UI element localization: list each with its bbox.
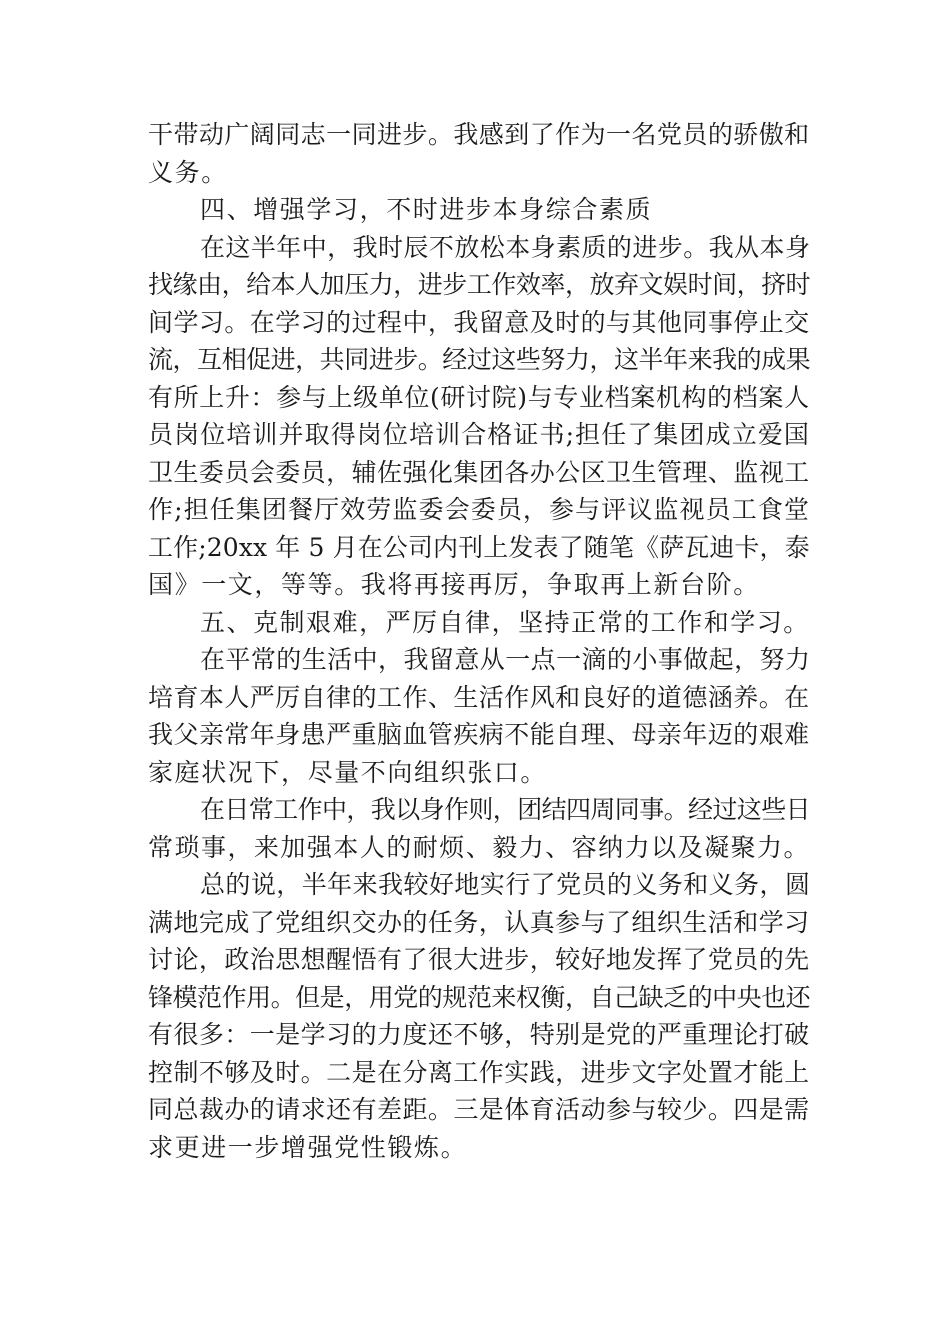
text-line: 间学习。在学习的过程中，我留意及时的与其他同事停止交 — [148, 307, 810, 337]
section-heading: 四、增强学习，不时进步本身综合素质 — [200, 195, 653, 224]
text-line: 有很多：一是学习的力度还不够，特别是党的严重理论打破 — [148, 1020, 810, 1049]
text-line: 流，互相促进，共同进步。经过这些努力，这半年来我的成果 — [148, 345, 811, 374]
text-line: 义务。 — [148, 157, 228, 187]
text-line: 在日常工作中，我以身作则，团结四周同事。经过这些日 — [200, 795, 811, 824]
text-line: 我父亲常年身患严重脑血管疾病不能自理、母亲年迈的艰难 — [148, 720, 810, 749]
text-line: 培育本人严厉自律的工作、生活作风和良好的道德涵养。在 — [148, 682, 810, 712]
text-line: 锋模范作用。但是，用党的规范来权衡，自己缺乏的中央也还 — [148, 982, 811, 1012]
text-line: 总的说，半年来我较好地实行了党员的义务和义务，圆 — [200, 870, 811, 899]
text-line: 同总裁办的请求还有差距。三是体育活动参与较少。四是需 — [148, 1095, 810, 1124]
text-line: 干带动广阔同志一同进步。我感到了作为一名党员的骄傲和 — [148, 120, 810, 149]
text-line: 工作;20xx 年 5 月在公司内刊上发表了随笔《萨瓦迪卡，泰 — [148, 532, 810, 562]
text-line: 家庭状况下，尽量不向组织张口。 — [148, 757, 548, 787]
text-line: 控制不够及时。二是在分离工作实践，进步文字处置才能上 — [148, 1057, 810, 1087]
text-line: 国》一文，等等。我将再接再厉，争取再上新台阶。 — [148, 570, 760, 599]
text-line: 作;担任集团餐厅效劳监委会委员，参与评议监视员工食堂 — [148, 495, 811, 524]
text-line: 在这半年中，我时辰不放松本身素质的进步。我从本身 — [200, 232, 811, 262]
text-line: 有所上升：参与上级单位(研讨院)与专业档案机构的档案人 — [148, 382, 810, 412]
text-line: 满地完成了党组织交办的任务，认真参与了组织生活和学习 — [148, 907, 810, 937]
text-line: 在平常的生活中，我留意从一点一滴的小事做起，努力 — [200, 645, 811, 674]
section-heading: 五、克制艰难，严厉自律，坚持正常的工作和学习。 — [200, 607, 810, 637]
text-line: 员岗位培训并取得岗位培训合格证书;担任了集团成立爱国 — [148, 420, 811, 449]
text-line: 卫生委员会委员，辅佐强化集团各办公区卫生管理、监视工 — [148, 457, 810, 487]
text-line: 求更进一步增强党性锻炼。 — [148, 1132, 468, 1162]
text-line: 讨论，政治思想醒悟有了很大进步，较好地发挥了党员的先 — [148, 945, 810, 974]
text-line: 找缘由，给本人加压力，进步工作效率，放弃文娱时间，挤时 — [148, 270, 811, 299]
text-line: 常琐事，来加强本人的耐烦、毅力、容纳力以及凝聚力。 — [148, 832, 811, 862]
document-body — [148, 116, 811, 1166]
